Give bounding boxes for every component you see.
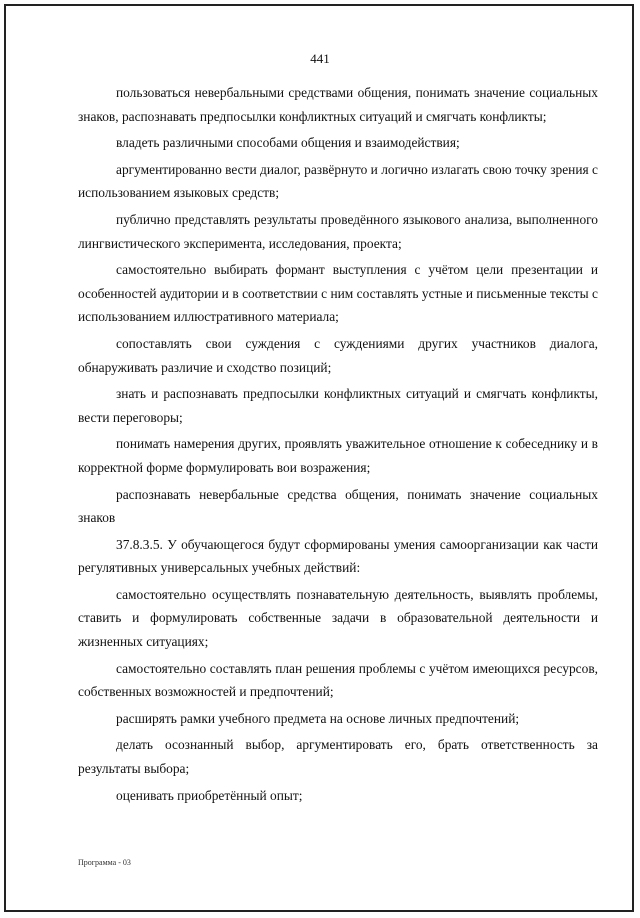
paragraph: пользоваться невербальными средствами общения, понимать значение социальных знаков, распознавать предпосылки конфликтных ситуаций и смягчать конфликты; bbox=[78, 85, 598, 124]
paragraph: самостоятельно составлять план решения проблемы с учётом имеющихся ресурсов, собственных возможностей и предпочтений; bbox=[78, 660, 598, 700]
paragraph: владеть различными способами общения и взаимодействия; bbox=[116, 135, 460, 151]
paragraph: сопоставлять свои суждения с суждениями других участников диалога, обнаруживать различие и сходство позиций; bbox=[78, 335, 598, 375]
section-heading-paragraph: 37.8.3.5. У обучающегося будут сформированы умения самоорганизации как части регулятивных универсальных учебных действий: bbox=[78, 536, 598, 576]
paragraph: делать осознанный выбор, аргументировать его, брать ответственность за результаты выбора; bbox=[78, 737, 598, 777]
paragraph: самостоятельно выбирать формант выступления с учётом цели презентации и особенностей аудитории и в соответствии с ним составлять устные и письменные тексты с использованием иллюстративного материала; bbox=[78, 262, 598, 325]
page-number: 441 bbox=[310, 51, 330, 66]
document-body bbox=[78, 81, 598, 810]
paragraph: оценивать приобретённый опыт; bbox=[116, 787, 303, 803]
page-footer: Программа - 03 bbox=[78, 858, 131, 867]
paragraph: расширять рамки учебного предмета на основе личных предпочтений; bbox=[116, 710, 520, 726]
paragraph: самостоятельно осуществлять познавательную деятельность, выявлять проблемы, ставить и формулировать собственные задачи в образовательной деятельности и жизненных ситуациях; bbox=[78, 586, 598, 650]
paragraph: распознавать невербальные средства общения, понимать значение социальных знаков bbox=[78, 486, 598, 526]
paragraph: знать и распознавать предпосылки конфликтных ситуаций и смягчать конфликты, вести переговоры; bbox=[78, 386, 598, 425]
paragraph: публично представлять результаты проведённого языкового анализа, выполненного лингвистического эксперимента, исследования, проекта; bbox=[78, 211, 598, 251]
paragraph: понимать намерения других, проявлять уважительное отношение к собеседнику и в корректной форме формулировать вои возражения; bbox=[78, 436, 598, 475]
paragraph: аргументированно вести диалог, развёрнуто и логично излагать свою точку зрения с использованием языковых средств; bbox=[78, 161, 598, 201]
